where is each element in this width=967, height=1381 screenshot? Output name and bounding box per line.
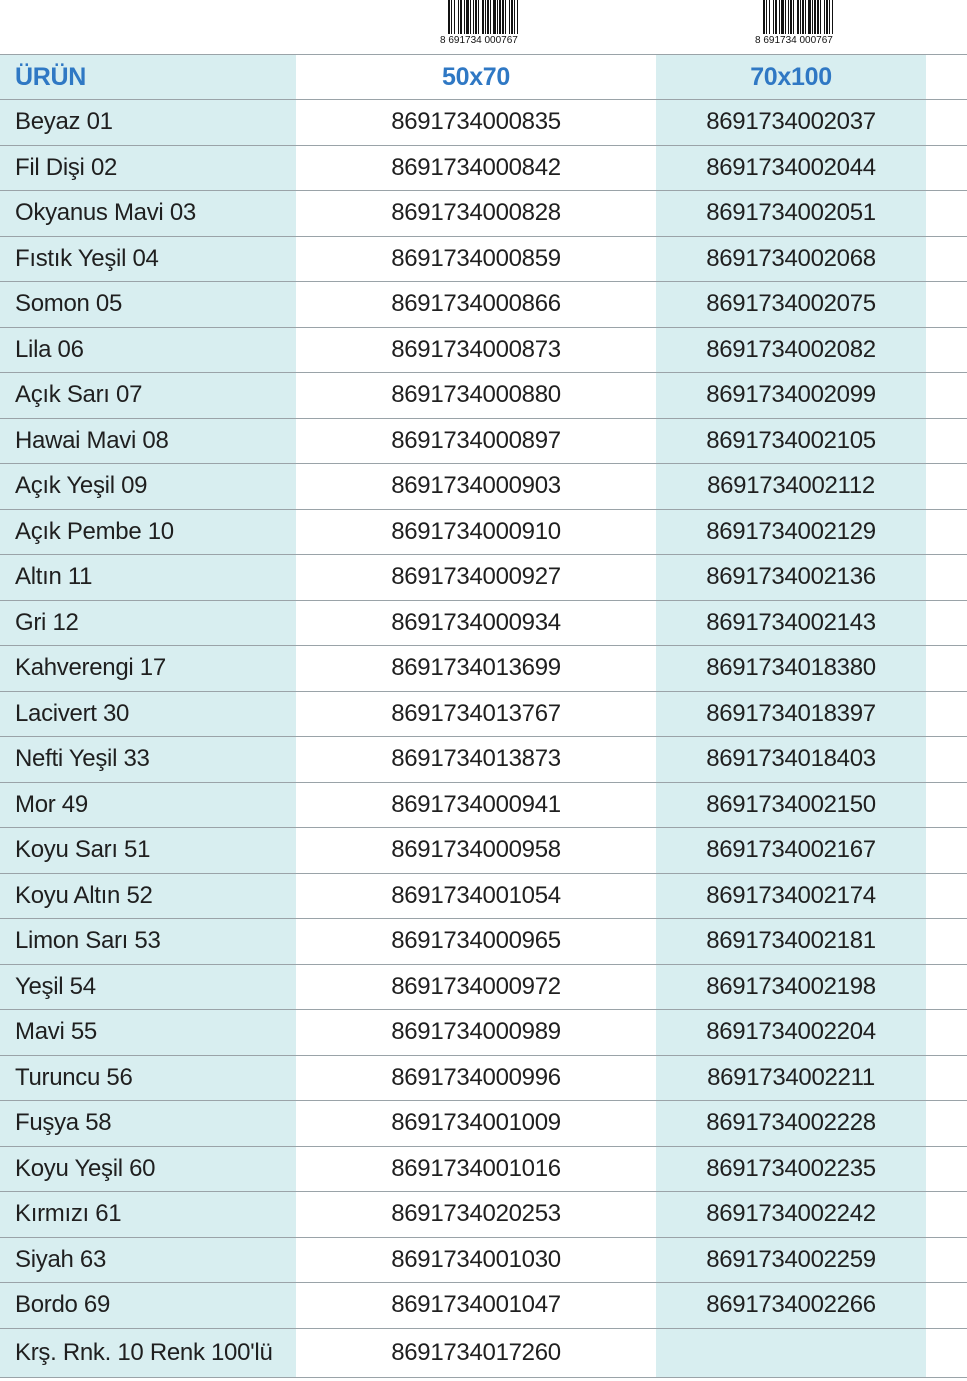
table-row: [0, 146, 967, 192]
barcode-50x70-cell: 8691734000965: [296, 919, 656, 964]
barcode-bar: [502, 0, 504, 34]
barcode-bar: [824, 0, 825, 34]
product-name-cell: Beyaz 01: [0, 100, 296, 145]
barcode-bar: [785, 0, 786, 34]
product-name-cell: Krş. Rnk. 10 Renk 100'lü: [0, 1329, 296, 1377]
product-name-cell: Nefti Yeşil 33: [0, 737, 296, 782]
barcode-bar: [448, 0, 450, 34]
table-row: [0, 1238, 967, 1284]
product-name-cell: Somon 05: [0, 282, 296, 327]
barcode-bar: [800, 0, 801, 34]
table-row: [0, 237, 967, 283]
product-name-cell: Altın 11: [0, 555, 296, 600]
product-name-cell: Kahverengi 17: [0, 646, 296, 691]
barcode-icon: [440, 0, 570, 44]
barcode-50x70-cell: 8691734013767: [296, 692, 656, 737]
spacer-cell: [926, 919, 967, 964]
barcode-bar: [802, 0, 804, 34]
barcode-bar: [473, 0, 474, 34]
barcode-70x100-cell: 8691734002266: [656, 1283, 926, 1328]
barcode-50x70: [440, 0, 570, 44]
barcode-70x100-cell: 8691734002082: [656, 328, 926, 373]
barcode-bar: [497, 0, 498, 34]
barcode-50x70-cell: 8691734000989: [296, 1010, 656, 1055]
spacer-cell: [926, 737, 967, 782]
spacer-cell: [926, 828, 967, 873]
barcode-bar: [832, 0, 833, 34]
spacer-cell: [926, 55, 967, 99]
barcode-70x100-cell: 8691734002198: [656, 965, 926, 1010]
barcode-bar: [769, 0, 770, 34]
barcode-bar: [464, 0, 465, 34]
barcode-70x100-cell: 8691734002259: [656, 1238, 926, 1283]
table-row: [0, 191, 967, 237]
barcode-bar: [812, 0, 813, 34]
spacer-cell: [926, 783, 967, 828]
spacer-cell: [926, 1056, 967, 1101]
product-name-cell: Lacivert 30: [0, 692, 296, 737]
table-row: [0, 1010, 967, 1056]
barcode-50x70-cell: 8691734000859: [296, 237, 656, 282]
barcode-70x100-cell: 8691734002228: [656, 1101, 926, 1146]
barcode-50x70-cell: 8691734000897: [296, 419, 656, 464]
barcode-50x70-cell: 8691734000873: [296, 328, 656, 373]
barcode-bar: [466, 0, 469, 34]
barcode-bar: [797, 0, 799, 34]
barcode-70x100-cell: [656, 1329, 926, 1377]
barcode-70x100-cell: 8691734002167: [656, 828, 926, 873]
barcode-50x70-cell: 8691734000958: [296, 828, 656, 873]
table-row: [0, 1101, 967, 1147]
barcode-bar: [511, 0, 513, 34]
barcode-70x100-cell: 8691734018403: [656, 737, 926, 782]
product-name-cell: Siyah 63: [0, 1238, 296, 1283]
barcode-bar: [790, 0, 792, 34]
product-name-cell: Koyu Yeşil 60: [0, 1147, 296, 1192]
spacer-cell: [926, 965, 967, 1010]
product-name-cell: Yeşil 54: [0, 965, 296, 1010]
table-row: [0, 1283, 967, 1329]
barcode-70x100-cell: 8691734002204: [656, 1010, 926, 1055]
barcode-bar: [509, 0, 510, 34]
barcode-bar: [493, 0, 496, 34]
product-name-cell: Koyu Sarı 51: [0, 828, 296, 873]
spacer-cell: [926, 692, 967, 737]
table-row: [0, 1192, 967, 1238]
table-row: [0, 555, 967, 601]
barcode-70x100-cell: 8691734002037: [656, 100, 926, 145]
product-name-cell: Okyanus Mavi 03: [0, 191, 296, 236]
barcode-bar: [781, 0, 784, 34]
barcode-bar: [470, 0, 471, 34]
barcode-50x70-cell: 8691734013699: [296, 646, 656, 691]
spacer-cell: [926, 464, 967, 509]
barcode-70x100-cell: 8691734018397: [656, 692, 926, 737]
barcode-70x100-cell: 8691734018380: [656, 646, 926, 691]
spacer-cell: [926, 100, 967, 145]
table-row: [0, 965, 967, 1011]
barcode-bar: [454, 0, 455, 34]
barcode-50x70-cell: 8691734001030: [296, 1238, 656, 1283]
barcode-bar: [808, 0, 811, 34]
spacer-cell: [926, 1192, 967, 1237]
barcode-bar: [793, 0, 794, 34]
barcode-bar: [814, 0, 816, 34]
product-name-cell: Koyu Altın 52: [0, 874, 296, 919]
barcode-bar: [485, 0, 486, 34]
table-row: [0, 510, 967, 556]
barcode-70x100-cell: 8691734002051: [656, 191, 926, 236]
barcode-50x70-cell: 8691734000842: [296, 146, 656, 191]
spacer-cell: [926, 1238, 967, 1283]
spacer-cell: [926, 874, 967, 919]
table-row: [0, 692, 967, 738]
barcode-70x100-cell: 8691734002044: [656, 146, 926, 191]
product-name-cell: Fuşya 58: [0, 1101, 296, 1146]
barcode-50x70-cell: 8691734001016: [296, 1147, 656, 1192]
product-name-cell: Hawai Mavi 08: [0, 419, 296, 464]
product-name-cell: Fil Dişi 02: [0, 146, 296, 191]
barcode-bar: [460, 0, 462, 34]
barcode-bar: [779, 0, 780, 34]
barcode-70x100-cell: 8691734002105: [656, 419, 926, 464]
header-50x70: 50x70: [296, 55, 656, 99]
barcode-70x100-cell: 8691734002181: [656, 919, 926, 964]
barcode-70x100-cell: 8691734002099: [656, 373, 926, 418]
table-row: [0, 1147, 967, 1193]
spacer-cell: [926, 328, 967, 373]
barcode-70x100-cell: 8691734002112: [656, 464, 926, 509]
barcode-strip: [0, 0, 967, 54]
barcode-bar: [775, 0, 777, 34]
table-header-row: [0, 54, 967, 100]
product-name-cell: Fıstık Yeşil 04: [0, 237, 296, 282]
table-row: [0, 328, 967, 374]
barcode-bar: [517, 0, 518, 34]
spacer-cell: [926, 237, 967, 282]
table-row: [0, 464, 967, 510]
barcode-50x70-cell: 8691734000972: [296, 965, 656, 1010]
spacer-cell: [926, 419, 967, 464]
barcode-50x70-cell: 8691734000866: [296, 282, 656, 327]
product-barcode-table: [0, 54, 967, 1378]
product-name-cell: Mor 49: [0, 783, 296, 828]
spacer-cell: [926, 373, 967, 418]
barcode-50x70-cell: 8691734001047: [296, 1283, 656, 1328]
barcode-50x70-cell: 8691734000934: [296, 601, 656, 646]
barcode-70x100-cell: 8691734002143: [656, 601, 926, 646]
table-row: [0, 601, 967, 647]
product-name-cell: Mavi 55: [0, 1010, 296, 1055]
barcode-70x100-cell: 8691734002235: [656, 1147, 926, 1192]
spacer-cell: [926, 191, 967, 236]
header-70x100: 70x100: [656, 55, 926, 99]
barcode-70x100-cell: 8691734002150: [656, 783, 926, 828]
table-row: [0, 100, 967, 146]
barcode-70x100-cell: 8691734002136: [656, 555, 926, 600]
table-row: [0, 1329, 967, 1378]
table-row: [0, 828, 967, 874]
barcode-50x70-cell: 8691734001054: [296, 874, 656, 919]
barcode-bar: [788, 0, 789, 34]
product-name-cell: Bordo 69: [0, 1283, 296, 1328]
spacer-cell: [926, 601, 967, 646]
barcode-70x100-cell: 8691734002075: [656, 282, 926, 327]
barcode-50x70-cell: 8691734000835: [296, 100, 656, 145]
barcode-50x70-cell: 8691734000880: [296, 373, 656, 418]
barcode-50x70-cell: 8691734013873: [296, 737, 656, 782]
spacer-cell: [926, 1101, 967, 1146]
barcode-50x70-cell: 8691734020253: [296, 1192, 656, 1237]
barcode-50x70-cell: 8691734001009: [296, 1101, 656, 1146]
barcode-bar: [451, 0, 452, 34]
barcode-bar: [514, 0, 515, 34]
product-name-cell: Açık Pembe 10: [0, 510, 296, 555]
barcode-bar: [763, 0, 765, 34]
product-name-cell: Açık Sarı 07: [0, 373, 296, 418]
spacer-cell: [926, 1147, 967, 1192]
table-body: [0, 100, 967, 1378]
barcode-digits: 8 691734 000767: [440, 35, 518, 44]
barcode-70x100-cell: 8691734002211: [656, 1056, 926, 1101]
barcode-50x70-cell: 8691734000828: [296, 191, 656, 236]
barcode-bar: [499, 0, 501, 34]
barcode-bar: [773, 0, 774, 34]
barcode-50x70-cell: 8691734000903: [296, 464, 656, 509]
spacer-cell: [926, 282, 967, 327]
product-name-cell: Gri 12: [0, 601, 296, 646]
barcode-50x70-cell: 8691734000996: [296, 1056, 656, 1101]
barcode-bar: [766, 0, 767, 34]
spacer-cell: [926, 1283, 967, 1328]
table-row: [0, 419, 967, 465]
spacer-cell: [926, 555, 967, 600]
product-name-cell: Turuncu 56: [0, 1056, 296, 1101]
barcode-70x100-cell: 8691734002174: [656, 874, 926, 919]
barcode-icon: [755, 0, 885, 44]
barcode-bar: [505, 0, 506, 34]
barcode-bar: [482, 0, 484, 34]
barcode-bar: [490, 0, 491, 34]
barcode-digits: 8 691734 000767: [755, 35, 833, 44]
barcode-70x100-cell: 8691734002068: [656, 237, 926, 282]
product-name-cell: Açık Yeşil 09: [0, 464, 296, 509]
product-name-cell: Limon Sarı 53: [0, 919, 296, 964]
barcode-70x100-cell: 8691734002129: [656, 510, 926, 555]
table-row: [0, 1056, 967, 1102]
spacer-cell: [926, 1010, 967, 1055]
spacer-cell: [926, 1329, 967, 1377]
barcode-50x70-cell: 8691734000910: [296, 510, 656, 555]
barcode-bar: [820, 0, 821, 34]
table-row: [0, 373, 967, 419]
table-row: [0, 783, 967, 829]
barcode-bar: [458, 0, 459, 34]
product-name-cell: Lila 06: [0, 328, 296, 373]
barcode-50x70-cell: 8691734017260: [296, 1329, 656, 1377]
table-row: [0, 737, 967, 783]
table-row: [0, 282, 967, 328]
barcode-70x100-cell: 8691734002242: [656, 1192, 926, 1237]
barcode-50x70-cell: 8691734000941: [296, 783, 656, 828]
table-row: [0, 874, 967, 920]
table-row: [0, 919, 967, 965]
barcode-bar: [829, 0, 830, 34]
barcode-bar: [826, 0, 828, 34]
table-row: [0, 646, 967, 692]
barcode-bar: [478, 0, 479, 34]
barcode-70x100: [755, 0, 885, 44]
spacer-cell: [926, 510, 967, 555]
spacer-cell: [926, 146, 967, 191]
barcode-bar: [475, 0, 477, 34]
barcode-bar: [805, 0, 806, 34]
barcode-bar: [487, 0, 489, 34]
barcode-50x70-cell: 8691734000927: [296, 555, 656, 600]
header-urun: ÜRÜN: [0, 55, 296, 99]
spacer-cell: [926, 646, 967, 691]
product-name-cell: Kırmızı 61: [0, 1192, 296, 1237]
barcode-bar: [817, 0, 819, 34]
